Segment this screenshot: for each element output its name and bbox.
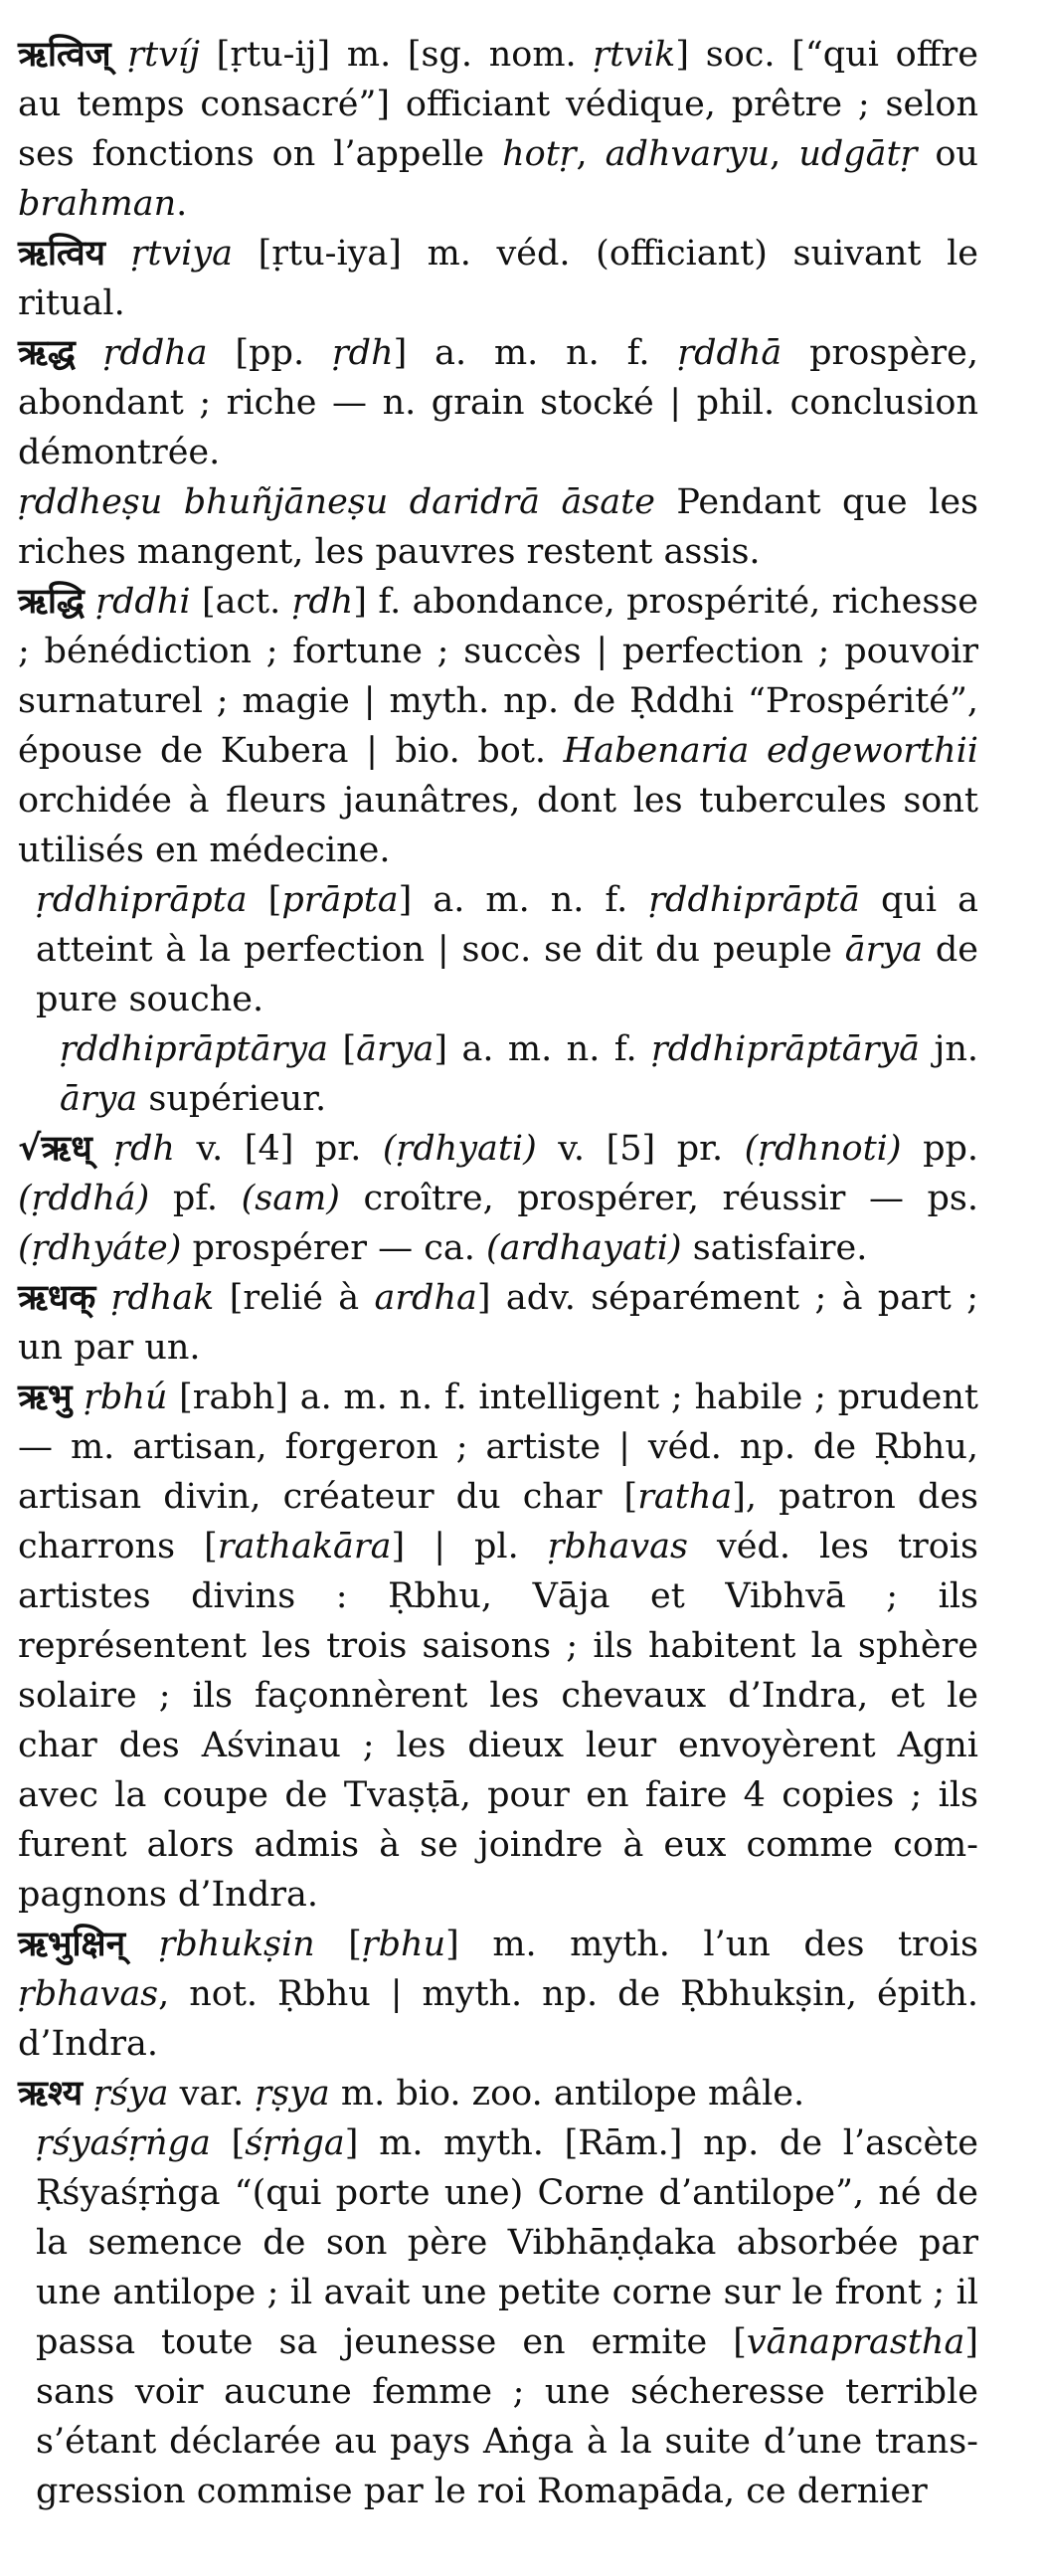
entry-text: ] m. myth. l’un des trois — [445, 1925, 978, 1964]
headword-devanagari: ऋद्धि — [18, 582, 85, 622]
italic-term: ṛddhiprāpta — [36, 880, 248, 920]
italic-term: ṛbhavas — [18, 1974, 159, 2014]
dictionary-entry-rddha — [18, 328, 978, 477]
italic-term: brahman — [18, 184, 177, 224]
dictionary-entry-rbhu — [18, 1373, 978, 1920]
italic-term: ṛtvíj — [127, 35, 200, 75]
entry-text: ou — [917, 134, 978, 174]
dictionary-entry-rddhesu — [18, 477, 978, 577]
entry-text — [92, 1129, 114, 1169]
entry-text: prospérer — ca. — [181, 1228, 486, 1268]
italic-term: ṛtviya — [130, 234, 234, 274]
italic-term: (ṛdhyáte) — [18, 1228, 182, 1268]
dictionary-entry-rddhi — [18, 577, 978, 875]
dictionary-entry-rtviya — [18, 229, 978, 328]
entry-text: prospère, abondant ; riche — n. grain stocké | phil. conclusion démontrée. — [18, 333, 979, 472]
entry-text: v. [5] pr. — [536, 1129, 745, 1169]
headword-devanagari: ऋश्य — [18, 2074, 84, 2114]
entry-text — [85, 582, 95, 622]
entry-text: , — [576, 134, 606, 174]
dictionary-entry-rdhak — [18, 1273, 978, 1373]
headword-devanagari: ऋभुक्षिन् — [18, 1925, 126, 1964]
italic-term: śṛṅga — [245, 2123, 345, 2163]
italic-term: ārya — [844, 930, 924, 970]
entry-text: orchidée à fleurs jaunâtres, dont les tubercules sont utilisés en médecine. — [18, 781, 978, 870]
dictionary-entry-rtvij — [18, 30, 978, 229]
headword-devanagari: √ऋध् — [18, 1129, 92, 1169]
entry-text: [ — [247, 880, 282, 920]
entry-text: [act. — [190, 582, 292, 622]
entry-text: ] a. m. n. f. — [393, 333, 678, 373]
italic-term: ṛbhukṣin — [158, 1925, 315, 1964]
italic-term: ṛdh — [291, 582, 354, 622]
entry-text: ] m. myth. [Rām.] np. de l’ascète Ṛśyaśṛṅga “(qui porte une) Corne d’antilope”, né de la semence de son père Vibhāṇḍaka absorbée par une antilope ; il avait une petite corne sur le front ; il passa toute sa jeunesse en ermite [ — [36, 2123, 979, 2362]
entry-text: jn. — [920, 1029, 979, 1069]
italic-term: vānaprastha — [746, 2322, 965, 2362]
entry-text: var. — [168, 2074, 256, 2114]
entry-text: pf. — [149, 1179, 242, 1218]
italic-term: (ṛdhyati) — [382, 1129, 537, 1169]
italic-term: prāpta — [281, 880, 399, 920]
italic-term: hotṛ — [502, 134, 577, 174]
italic-term: ṛṣya — [255, 2074, 330, 2114]
entry-text: véd. les trois artistes divins : Ṛbhu, Vāja et Vibhvā ; ils représentent les trois saisons ; ils habitent la sphère solaire ; ils façonnèrent les chevaux d’Indra, et le char des Aśvinau ; les dieux leur envoyèrent Agni avec la coupe de Tvaṣṭā, pour en faire 4 copies ; ils furent alors admis à se joindre à eux comme compagnons d’Indra. — [18, 1527, 978, 1915]
entry-text: [ — [314, 1925, 362, 1964]
italic-term: ṛśya — [93, 2074, 169, 2114]
entry-text — [125, 1925, 159, 1964]
entry-text: [ — [210, 2123, 246, 2163]
entry-text: Pendant que les riches mangent, les pauvres restent assis. — [18, 482, 978, 572]
dictionary-entry-rddhiprapta — [18, 875, 978, 1024]
dictionary-entry-rdh — [18, 1124, 978, 1273]
entry-text: pp. — [901, 1129, 979, 1169]
entry-text: de pure souche. — [36, 930, 978, 1019]
entry-text: [pp. — [207, 333, 332, 373]
entry-text: ] sans voir aucune femme ; une sécheresse terrible s’étant déclarée au pays Aṅga à la suite d’une transgression commise par le roi Romapāda, ce dernier — [36, 2322, 978, 2511]
entry-text: ] a. m. n. f. — [398, 880, 649, 920]
dictionary-entry-rddhipraptarya — [18, 1024, 978, 1124]
italic-term: (ṛdhnoti) — [744, 1129, 902, 1169]
entry-text: [relié à — [214, 1278, 375, 1318]
entry-text — [72, 1378, 84, 1417]
entry-text: supérieur. — [137, 1079, 327, 1119]
headword-devanagari: ऋत्विय — [18, 234, 105, 274]
italic-term: ardha — [374, 1278, 477, 1318]
italic-term: ratha — [637, 1477, 733, 1517]
entry-text — [105, 234, 131, 274]
entry-text: ], patron des charrons [ — [18, 1477, 978, 1566]
entry-text: croître, prospérer, réussir — ps. — [339, 1179, 978, 1218]
headword-devanagari: ऋभु — [18, 1378, 73, 1417]
italic-term: (sam) — [241, 1179, 340, 1218]
entry-text: , not. Ṛbhu | myth. np. de Ṛbhukṣin, épith. d’Indra. — [18, 1974, 978, 2064]
italic-term: (ardhayati) — [485, 1228, 682, 1268]
entry-text: , — [770, 134, 799, 174]
italic-term: ṛbhavas — [547, 1527, 688, 1566]
entry-text: satisfaire. — [681, 1228, 868, 1268]
entry-text: [ṛtu-iya] m. véd. (officiant) suivant le ritual. — [18, 234, 978, 323]
italic-term: adhvaryu — [605, 134, 771, 174]
headword-devanagari: ऋद्ध — [18, 333, 76, 373]
entry-text: [ṛtu-ij] m. [sg. nom. — [199, 35, 594, 75]
entry-text: ] soc. [“qui offre au temps consacré”] officiant védique, prêtre ; selon ses fonctions on l’appelle — [18, 35, 978, 174]
italic-term: ṛbhu — [361, 1925, 446, 1964]
entry-text: qui a atteint à la perfection | soc. se dit du peuple — [36, 880, 979, 970]
italic-term: ārya — [60, 1079, 138, 1119]
italic-term: Habenaria edgeworthii — [563, 731, 978, 771]
italic-term: ṛbhú — [84, 1378, 168, 1417]
dictionary-entry-rsya — [18, 2069, 978, 2118]
italic-term: udgātṛ — [798, 134, 918, 174]
entry-text: ] f. abondance, prospérité, richesse ; bénédiction ; fortune ; succès | perfection ; pouvoir surnaturel ; magie | myth. np. de Ṛddhi “Prospérité”, épouse de Kubera | bio. bot. — [18, 582, 978, 771]
headword-devanagari: ऋत्विज् — [18, 35, 111, 75]
italic-term: rathakāra — [217, 1527, 392, 1566]
italic-term: ṛśyaśṛṅga — [36, 2123, 211, 2163]
entry-text — [111, 35, 128, 75]
italic-term: ṛddhiprāptārya — [60, 1029, 328, 1069]
headword-devanagari: ऋधक् — [18, 1278, 96, 1318]
italic-term: ṛddha — [102, 333, 208, 373]
italic-term: ṛddhiprāptāryā — [651, 1029, 921, 1069]
entry-text: m. bio. zoo. antilope mâle. — [329, 2074, 805, 2114]
entry-text: [ — [328, 1029, 357, 1069]
entry-text — [83, 2074, 93, 2114]
entry-text: v. [4] pr. — [174, 1129, 383, 1169]
italic-term: ṛdh — [331, 333, 394, 373]
entry-text: ] a. m. n. f. — [434, 1029, 652, 1069]
entry-text: . — [176, 184, 188, 224]
entry-text — [95, 1278, 110, 1318]
entry-text — [76, 333, 103, 373]
entry-text: ] | pl. — [391, 1527, 548, 1566]
italic-term: ṛddheṣu bhuñjāneṣu daridrā āsate — [18, 482, 655, 522]
italic-term: ṛddhiprāptā — [648, 880, 860, 920]
italic-term: ṛddhi — [95, 582, 191, 622]
italic-term: ārya — [356, 1029, 435, 1069]
dictionary-entry-rsyasrnga — [18, 2118, 978, 2516]
italic-term: (ṛddhá) — [18, 1179, 150, 1218]
italic-term: ṛtvik — [593, 35, 676, 75]
dictionary-entry-rbhuksin — [18, 1920, 978, 2069]
entry-text: [rabh] a. m. n. f. intelligent ; habile ; prudent — m. artisan, forgeron ; artiste | véd. np. de Ṛbhu, artisan divin, créateur du char [ — [18, 1378, 978, 1517]
italic-term: ṛddhā — [677, 333, 783, 373]
italic-term: ṛdhak — [110, 1278, 215, 1318]
entry-text: ] adv. séparément ; à part ; un par un. — [18, 1278, 978, 1368]
italic-term: ṛdh — [113, 1129, 175, 1169]
